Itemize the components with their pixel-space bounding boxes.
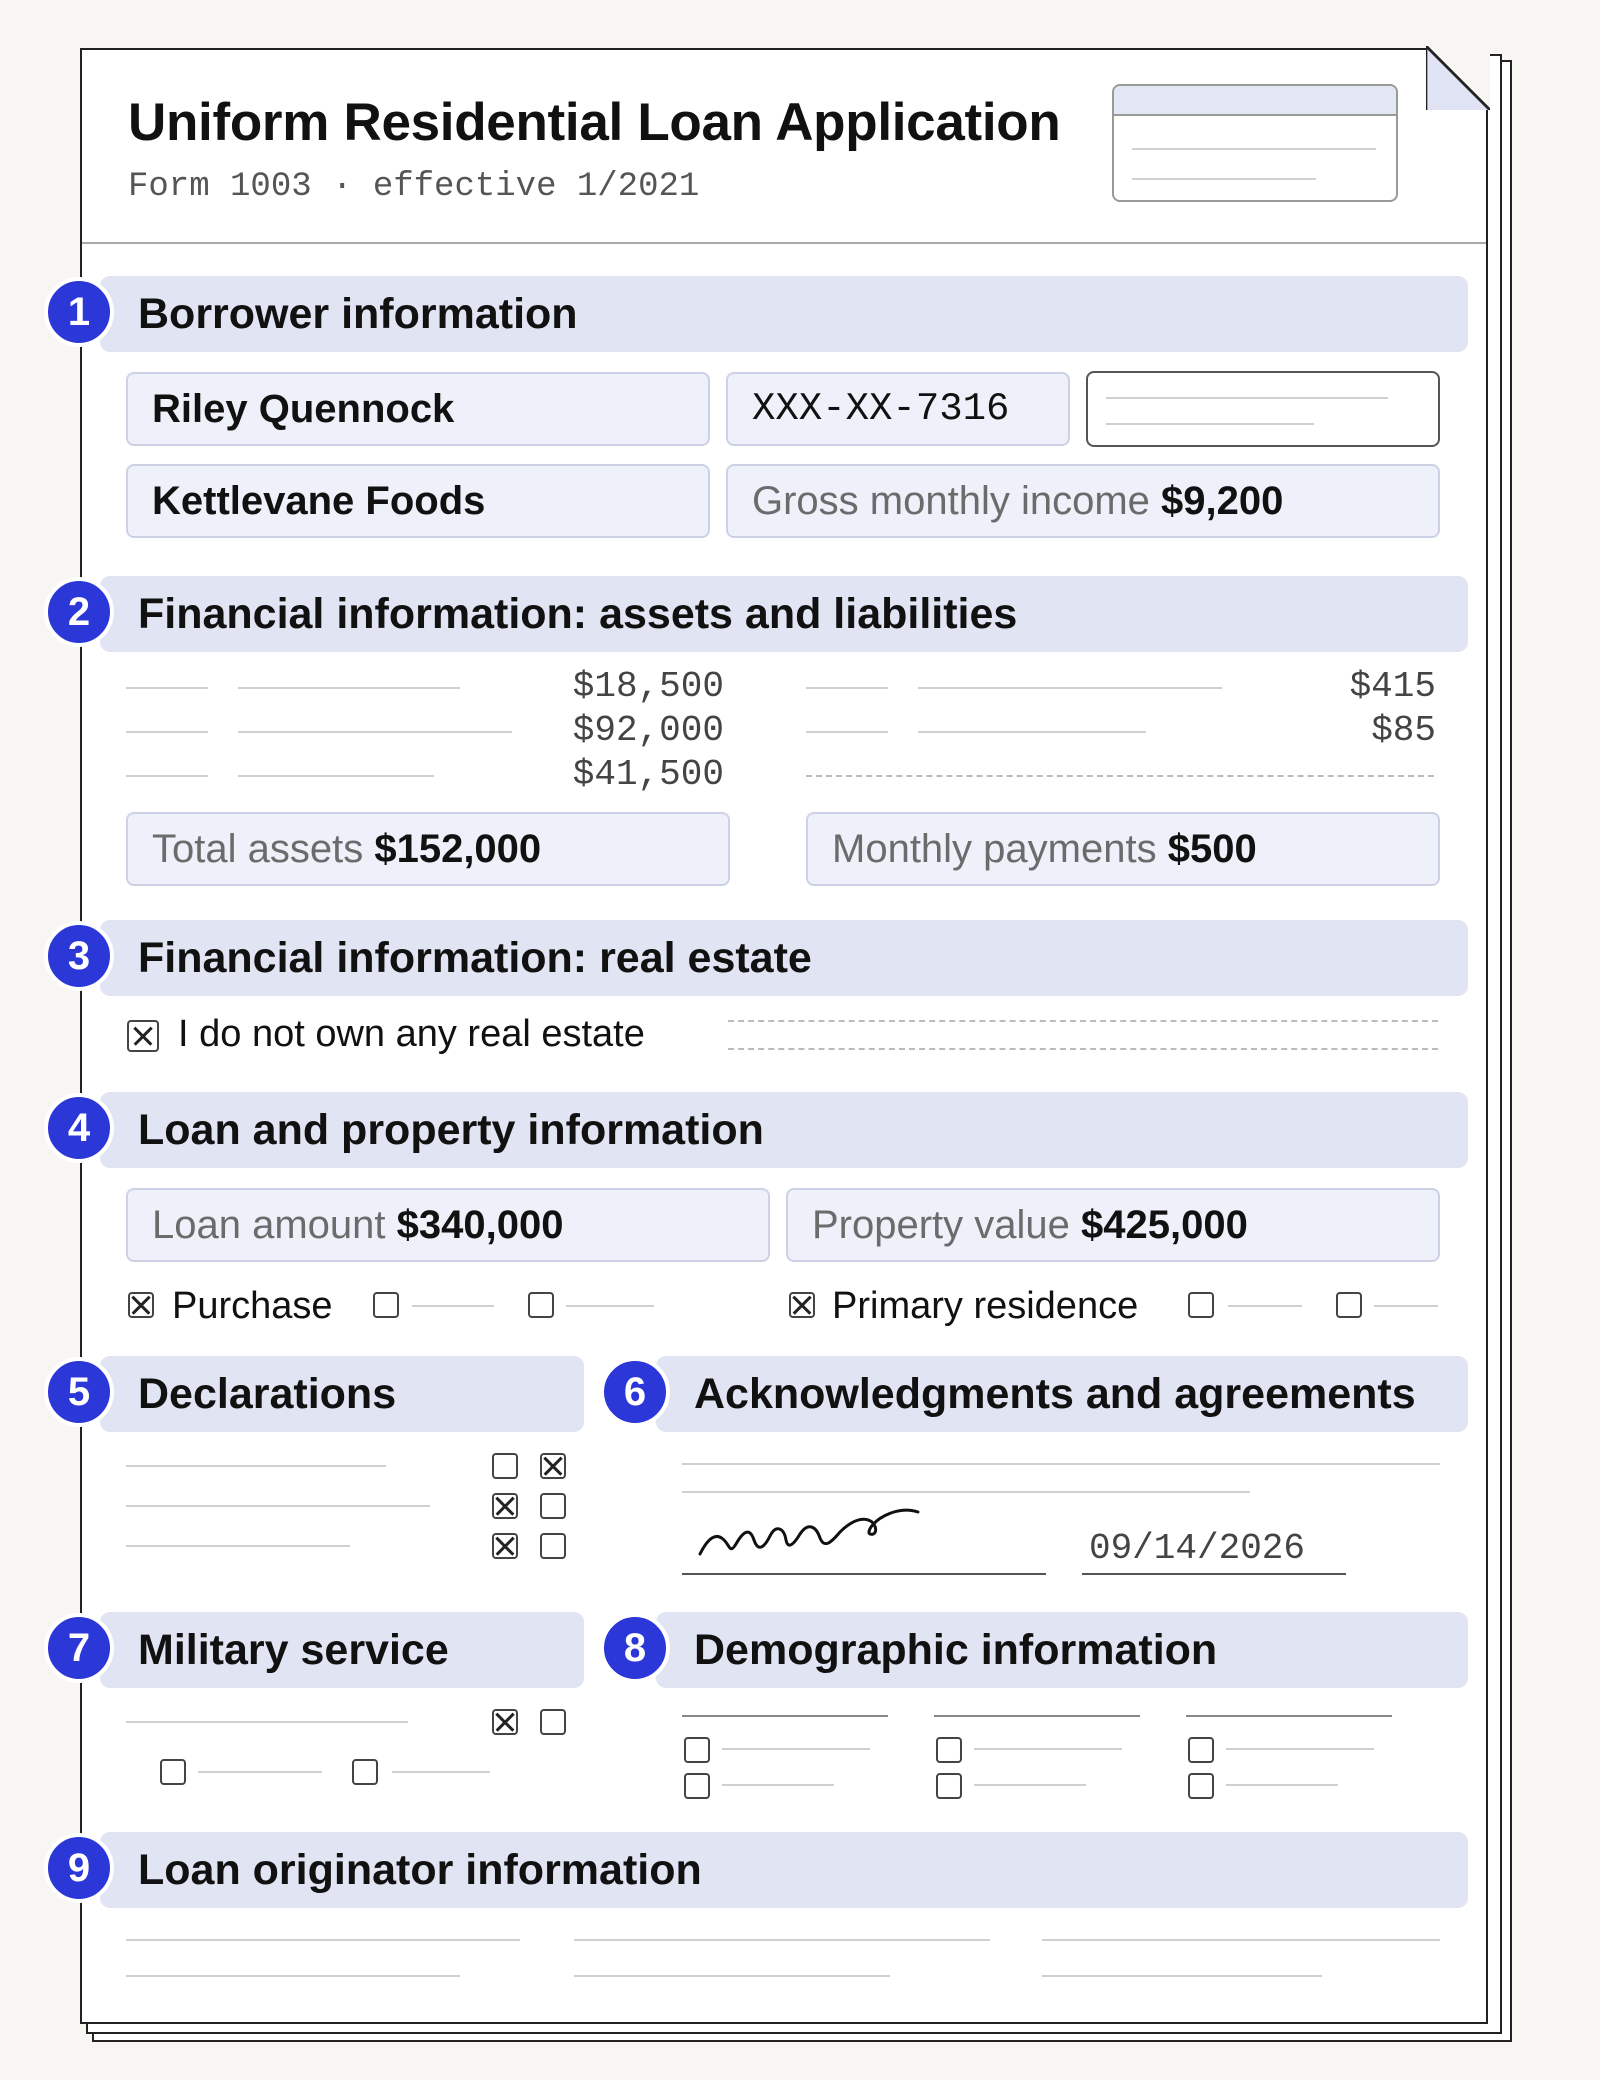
date-line (1082, 1573, 1346, 1575)
section-4-title: Loan and property information (138, 1106, 764, 1154)
asset-row-line (238, 731, 512, 733)
declaration-checkbox[interactable] (492, 1533, 518, 1559)
purchase-label: Purchase (172, 1285, 333, 1327)
section-5-badge: 5 (44, 1357, 114, 1427)
asset-row-line (126, 687, 208, 689)
placeholder-line (1226, 1748, 1374, 1750)
section-9-title: Loan originator information (138, 1846, 702, 1894)
placeholder-line (198, 1771, 322, 1773)
placeholder-line (1132, 148, 1376, 150)
liability-row-line (806, 731, 888, 733)
liability-row-line (806, 687, 888, 689)
placeholder-line (1226, 1784, 1338, 1786)
declaration-line (126, 1545, 350, 1547)
placeholder-line (722, 1784, 834, 1786)
liability-amount: $415 (1349, 666, 1436, 707)
blank-field[interactable] (1086, 371, 1440, 447)
declaration-checkbox[interactable] (540, 1453, 566, 1479)
military-checkbox[interactable] (540, 1709, 566, 1735)
placeholder-line (392, 1771, 490, 1773)
asset-row-line (238, 775, 434, 777)
occupancy-checkbox[interactable] (1188, 1292, 1214, 1318)
section-3-title: Financial information: real estate (138, 934, 812, 982)
originator-line (126, 1939, 520, 1941)
placeholder-line (412, 1305, 494, 1307)
liability-empty-row (806, 775, 1434, 777)
originator-line (126, 1975, 460, 1977)
no-real-estate-label: I do not own any real estate (178, 1013, 645, 1055)
section-5-title: Declarations (138, 1370, 397, 1418)
demographic-checkbox[interactable] (936, 1737, 962, 1763)
demographic-heading-line (1186, 1715, 1392, 1717)
asset-amount: $18,500 (572, 666, 724, 707)
asset-amount: $41,500 (572, 754, 724, 795)
borrower-name-field[interactable]: Riley Quennock (126, 372, 710, 446)
liability-amount: $85 (1371, 710, 1436, 751)
borrower-ssn-field[interactable]: XXX-XX-7316 (726, 372, 1070, 446)
declaration-checkbox[interactable] (540, 1493, 566, 1519)
originator-line (574, 1939, 990, 1941)
occupancy-checkbox[interactable] (1336, 1292, 1362, 1318)
military-checkbox[interactable] (492, 1709, 518, 1735)
loan-purpose-checkbox[interactable] (373, 1292, 399, 1318)
section-2-badge: 2 (44, 577, 114, 647)
header-stamp-bar (1114, 86, 1396, 116)
placeholder-line (974, 1784, 1086, 1786)
placeholder-line (974, 1748, 1122, 1750)
real-estate-empty-row (728, 1048, 1438, 1050)
asset-row-line (126, 731, 208, 733)
total-assets-field[interactable] (126, 812, 730, 886)
loan-amount-value: $340,000 (396, 1203, 564, 1247)
loan-amount-label: Loan amount (152, 1203, 397, 1247)
form-subtitle: Form 1003 · effective 1/2021 (128, 168, 700, 206)
military-checkbox[interactable] (352, 1759, 378, 1785)
section-7-title: Military service (138, 1626, 449, 1674)
military-line (126, 1721, 408, 1723)
property-value-label: Property value (812, 1203, 1082, 1247)
declaration-line (126, 1465, 386, 1467)
monthly-payments-field[interactable] (806, 812, 1440, 886)
primary-residence-checkbox[interactable] (789, 1292, 815, 1318)
liability-row-line (918, 731, 1146, 733)
total-assets-label: Total assets (152, 827, 375, 871)
monthly-payments-label: Monthly payments (832, 827, 1168, 871)
declaration-line (126, 1505, 430, 1507)
total-assets-value: $152,000 (374, 827, 542, 871)
real-estate-empty-row (728, 1020, 1438, 1022)
signature-line[interactable] (682, 1573, 1046, 1575)
declaration-checkbox[interactable] (492, 1493, 518, 1519)
demographic-checkbox[interactable] (1188, 1773, 1214, 1799)
section-6-title: Acknowledgments and agreements (694, 1370, 1416, 1418)
no-real-estate-checkbox[interactable] (127, 1020, 159, 1052)
demographic-checkbox[interactable] (684, 1737, 710, 1763)
section-1-title: Borrower information (138, 290, 578, 338)
folded-corner-icon (1426, 46, 1490, 110)
section-6-badge: 6 (600, 1357, 670, 1427)
demographic-heading-line (682, 1715, 888, 1717)
form-title: Uniform Residential Loan Application (128, 93, 1061, 152)
purchase-checkbox[interactable] (128, 1292, 154, 1318)
header-divider (82, 242, 1486, 244)
originator-line (574, 1975, 890, 1977)
header-stamp-box (1112, 84, 1398, 202)
military-checkbox[interactable] (160, 1759, 186, 1785)
gross-income-label: Gross monthly income (752, 479, 1162, 523)
placeholder-line (1228, 1305, 1302, 1307)
gross-income-value: $9,200 (1161, 479, 1284, 523)
section-4-badge: 4 (44, 1093, 114, 1163)
loan-purpose-checkbox[interactable] (528, 1292, 554, 1318)
employer-field[interactable]: Kettlevane Foods (126, 464, 710, 538)
placeholder-line (1374, 1305, 1438, 1307)
section-2-title: Financial information: assets and liabilities (138, 590, 1018, 638)
acknowledgment-line (682, 1463, 1440, 1465)
section-9-badge: 9 (44, 1833, 114, 1903)
signature-icon (694, 1500, 934, 1560)
section-8-badge: 8 (600, 1613, 670, 1683)
section-1-badge: 1 (44, 277, 114, 347)
property-value-value: $425,000 (1081, 1203, 1248, 1247)
placeholder-line (566, 1305, 654, 1307)
primary-residence-label: Primary residence (832, 1285, 1139, 1327)
loan-amount-field[interactable] (126, 1188, 770, 1262)
asset-amount: $92,000 (572, 710, 724, 751)
signature-date[interactable]: 09/14/2026 (1088, 1528, 1306, 1569)
gross-income-field[interactable] (726, 464, 1440, 538)
section-3-badge: 3 (44, 921, 114, 991)
originator-line (1042, 1939, 1440, 1941)
placeholder-line (1132, 178, 1316, 180)
demographic-checkbox[interactable] (1188, 1737, 1214, 1763)
demographic-checkbox[interactable] (684, 1773, 710, 1799)
asset-row-line (126, 775, 208, 777)
liability-row-line (918, 687, 1222, 689)
placeholder-line (1106, 397, 1388, 399)
asset-row-line (238, 687, 460, 689)
placeholder-line (1106, 423, 1314, 425)
declaration-checkbox[interactable] (492, 1453, 518, 1479)
acknowledgment-line (682, 1491, 1250, 1493)
declaration-checkbox[interactable] (540, 1533, 566, 1559)
monthly-payments-value: $500 (1167, 827, 1257, 871)
section-7-badge: 7 (44, 1613, 114, 1683)
originator-line (1042, 1975, 1322, 1977)
demographic-heading-line (934, 1715, 1140, 1717)
demographic-checkbox[interactable] (936, 1773, 962, 1799)
placeholder-line (722, 1748, 870, 1750)
section-8-title: Demographic information (694, 1626, 1218, 1674)
property-value-field[interactable] (786, 1188, 1440, 1262)
